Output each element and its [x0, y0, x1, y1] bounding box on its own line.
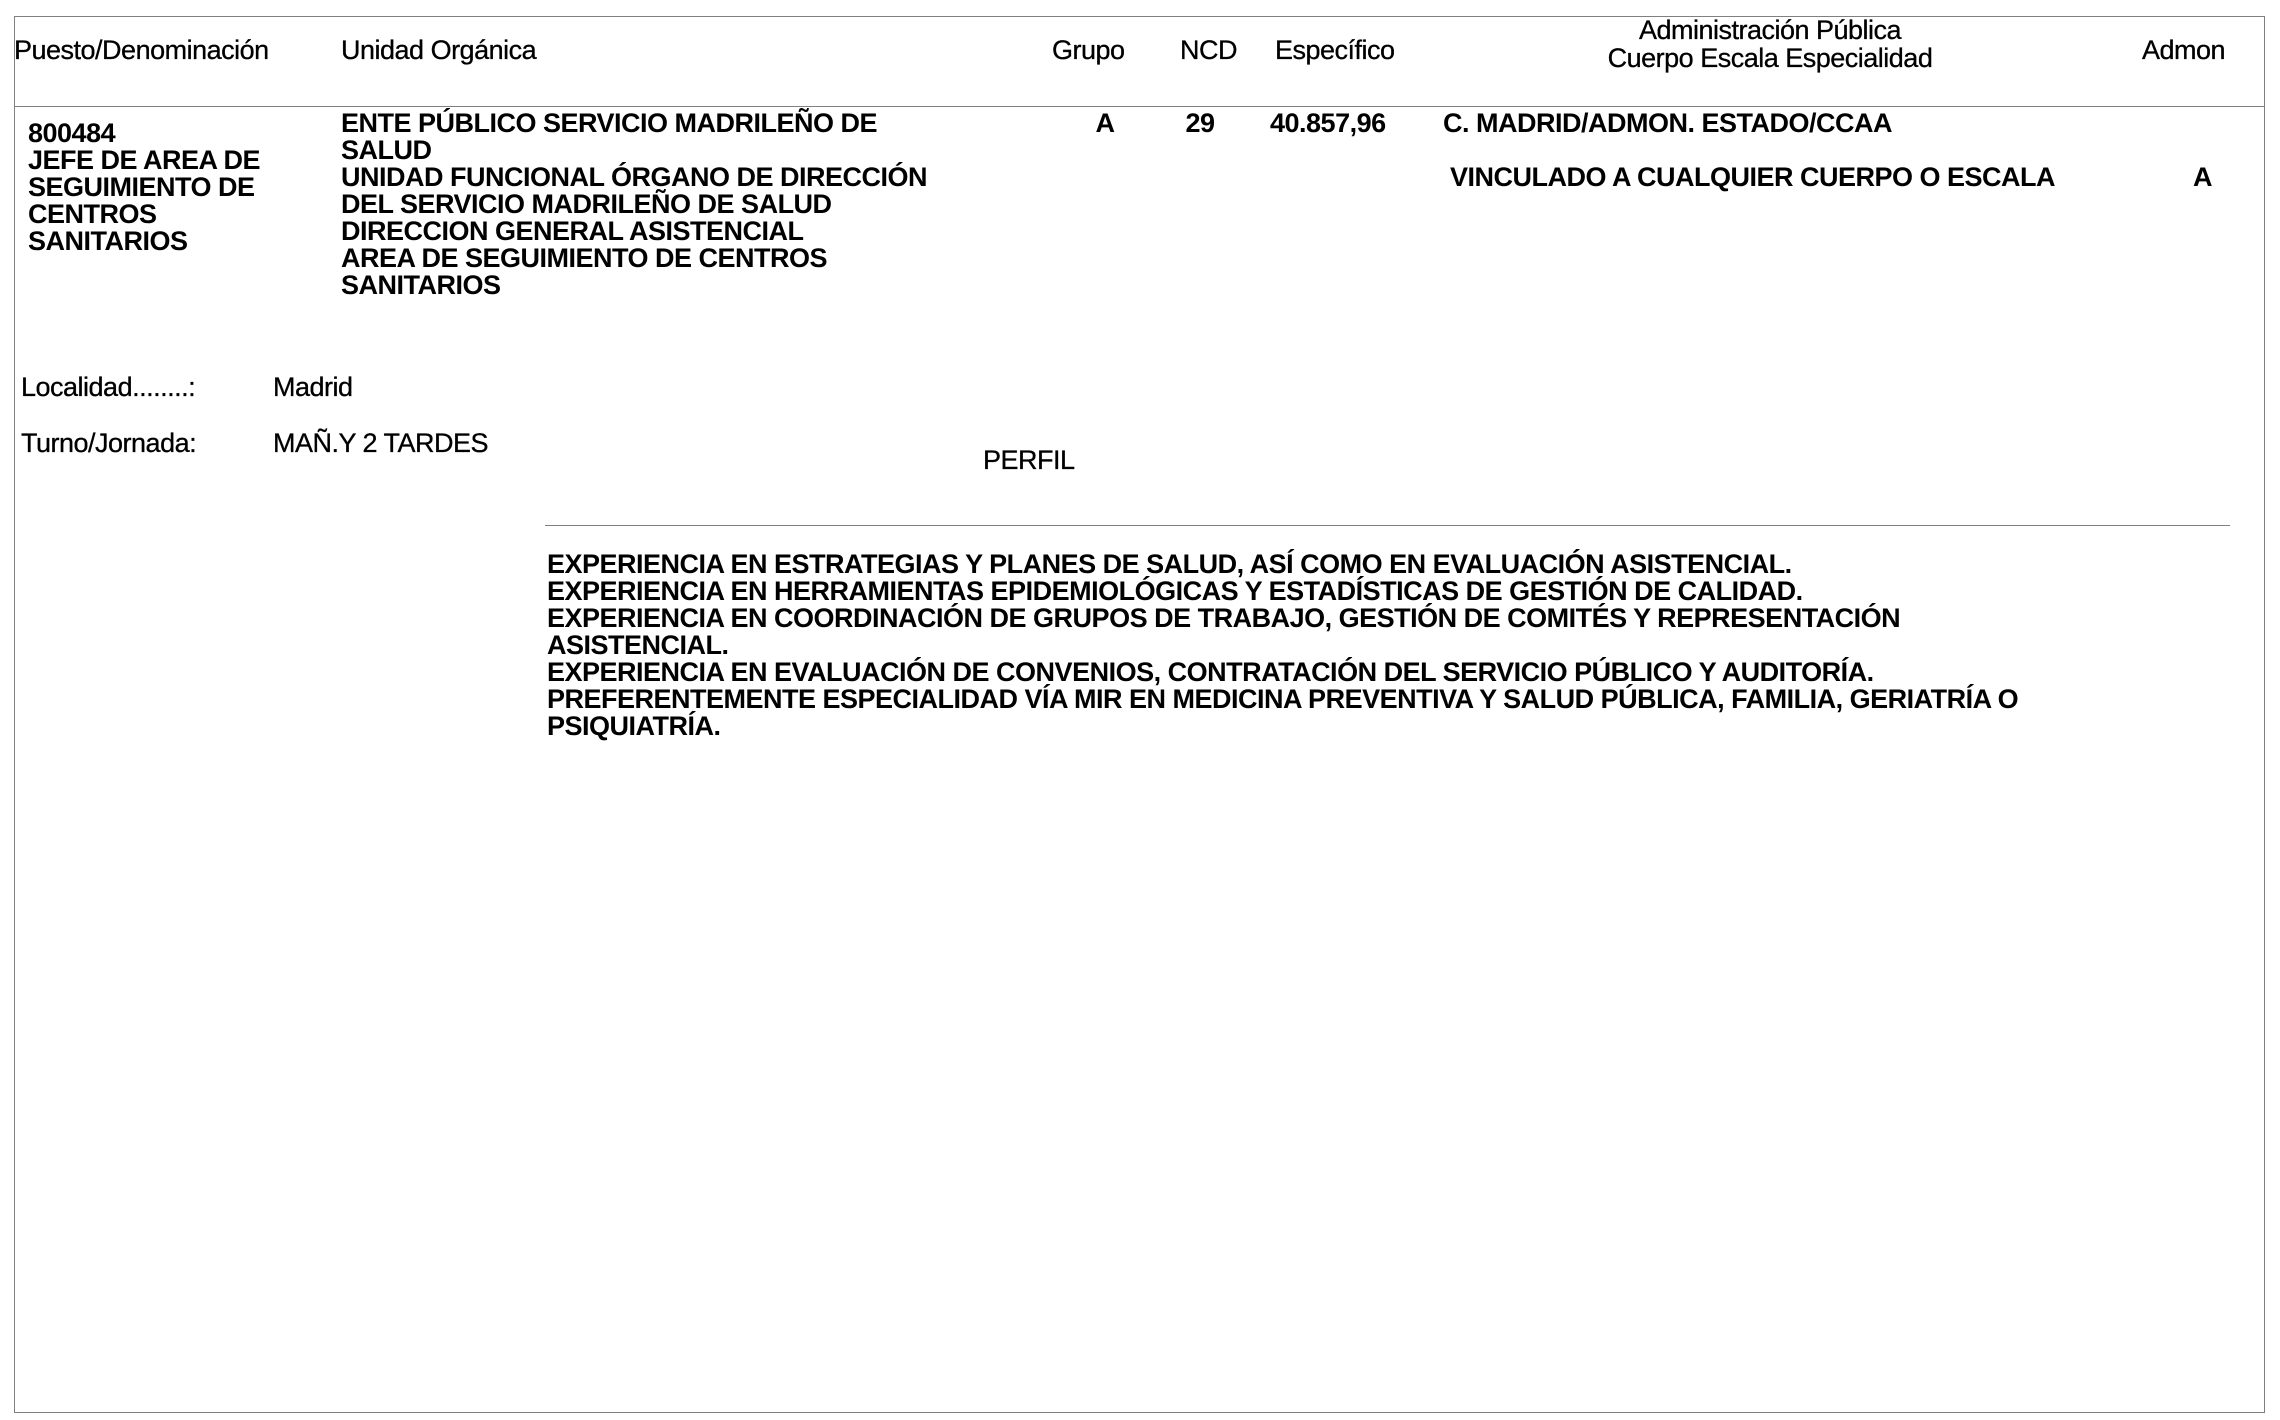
perfil-text: EXPERIENCIA EN ESTRATEGIAS Y PLANES DE SALUD, ASÍ COMO EN EVALUACIÓN ASISTENCIAL. EXPERIENCIA EN HERRAMIENTAS EPIDEMIOLÓGICAS Y ESTADÍSTICAS DE GESTIÓN DE CALIDAD. EXPERIENCIA EN COORDINACIÓN DE GRUPOS DE TRABAJO, GESTIÓN DE COMITÉS Y REPRESENTACIÓN ASISTENCIAL. EXPERIENCIA EN EVALUACIÓN DE CONVENIOS, CONTRATACIÓN DEL SERVICIO PÚBLICO Y AUDITORÍA. PREFERENTEMENTE ESPECIALIDAD VÍA MIR EN MEDICINA PREVENTIVA Y SALUD PÚBLICA, FAMILIA, GERIATRÍA O PSIQUIATRÍA. — [547, 549, 2019, 741]
record-cuerpo: VINCULADO A CUALQUIER CUERPO O ESCALA — [1450, 162, 2056, 192]
record-admon: A — [2193, 162, 2212, 192]
header-administracion-publica: Administración Pública — [1638, 15, 1902, 45]
record-code: 800484 — [28, 118, 116, 148]
record-denominacion: JEFE DE AREA DE SEGUIMIENTO DE CENTROS SANITARIOS — [28, 145, 261, 256]
header-unidad-organica: Unidad Orgánica — [341, 35, 537, 65]
header-admon: Admon — [2142, 35, 2226, 65]
header-divider — [14, 106, 2265, 107]
perfil-divider — [545, 525, 2230, 526]
header-especifico: Específico — [1275, 35, 1395, 65]
header-cuerpo-escala-especialidad: Cuerpo Escala Especialidad — [1607, 43, 1933, 73]
localidad-value: Madrid — [273, 372, 353, 402]
header-grupo: Grupo — [1052, 35, 1125, 65]
perfil-title: PERFIL — [983, 445, 1075, 475]
turno-label: Turno/Jornada: — [21, 428, 197, 458]
record-ncd: 29 — [1185, 108, 1215, 138]
turno-value: MAÑ.Y 2 TARDES — [273, 428, 489, 458]
localidad-label: Localidad........: — [21, 372, 196, 402]
record-grupo: A — [1095, 108, 1115, 138]
record-administracion: C. MADRID/ADMON. ESTADO/CCAA — [1443, 108, 1892, 138]
header-puesto: Puesto/Denominación — [14, 35, 269, 65]
record-especifico: 40.857,96 — [1270, 108, 1386, 138]
header-ncd: NCD — [1180, 35, 1237, 65]
record-unidad-organica: ENTE PÚBLICO SERVICIO MADRILEÑO DE SALUD UNIDAD FUNCIONAL ÓRGANO DE DIRECCIÓN DEL SERVICIO MADRILEÑO DE SALUD DIRECCION GENERAL ASISTENCIAL AREA DE SEGUIMIENTO DE CENTROS SANITARIOS — [341, 108, 928, 300]
